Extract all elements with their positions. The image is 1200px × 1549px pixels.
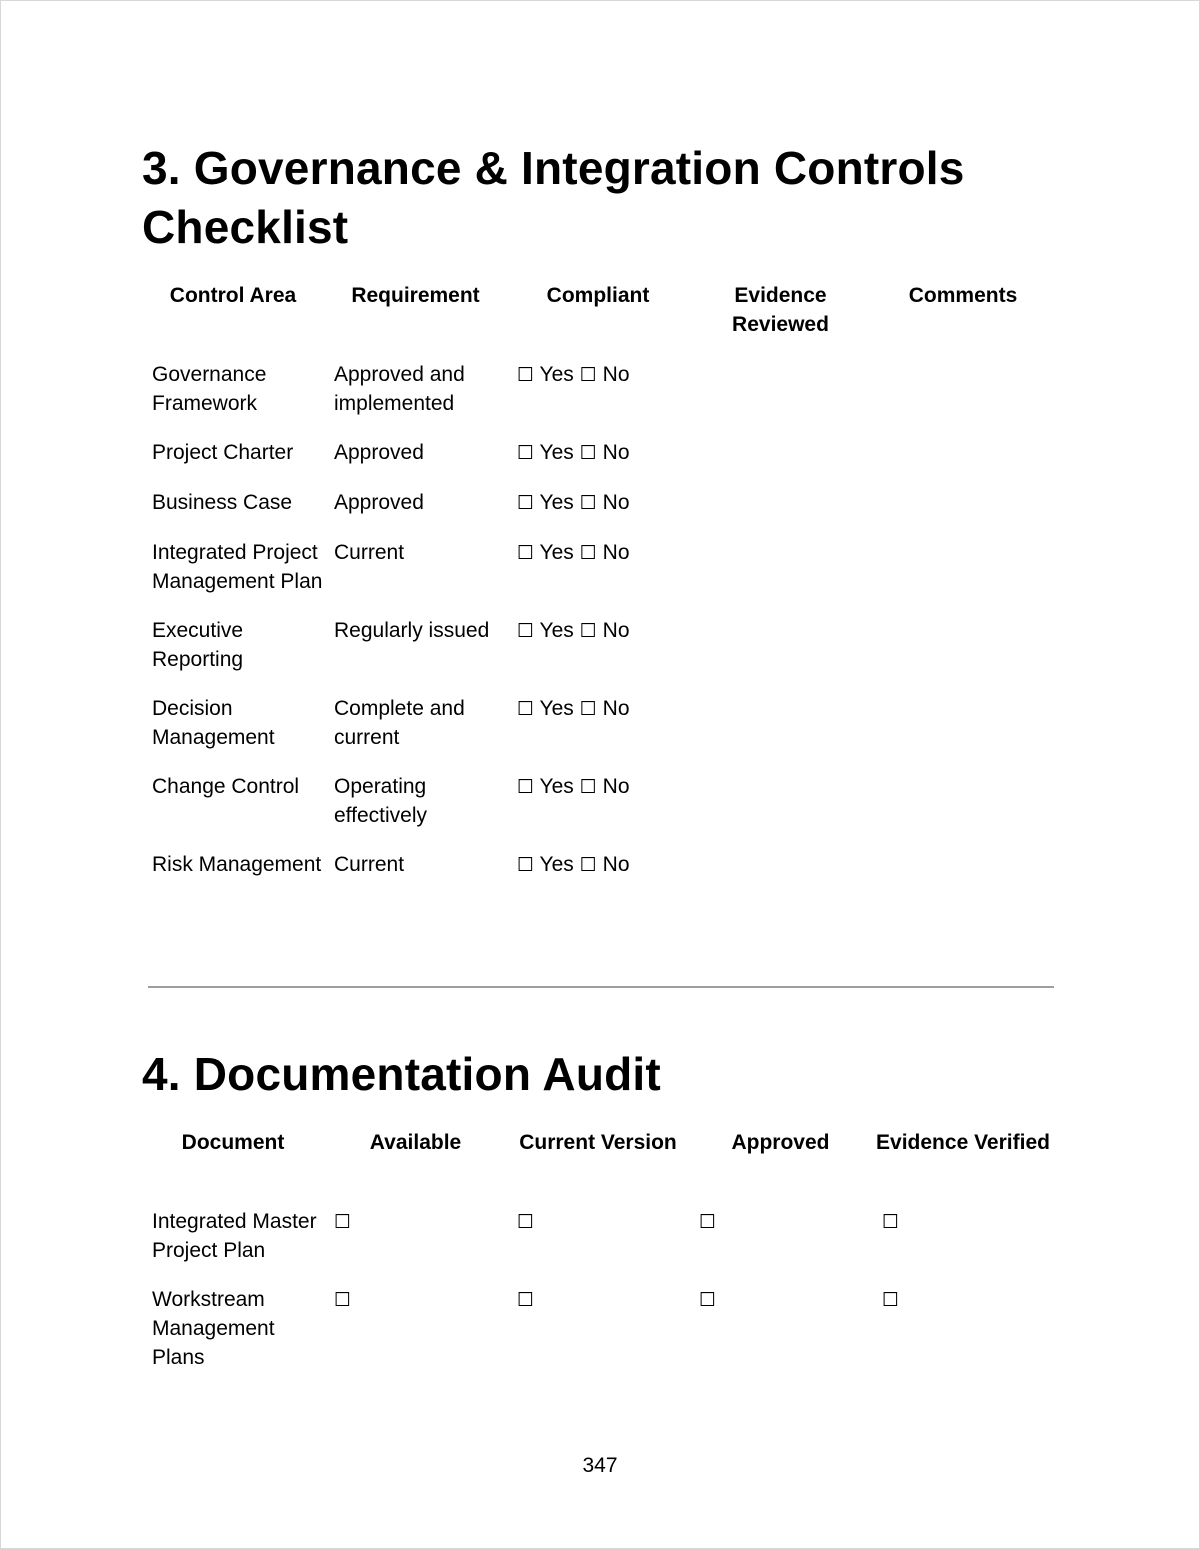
yes-checkbox[interactable]: ☐ bbox=[517, 620, 535, 642]
requirement-cell: Approved bbox=[334, 441, 424, 464]
available-checkbox[interactable]: ☐ bbox=[334, 1289, 352, 1311]
no-checkbox[interactable]: ☐ bbox=[579, 620, 597, 642]
control-area-cell: Risk Management bbox=[152, 853, 322, 876]
evidence-verified-checkbox[interactable]: ☐ bbox=[882, 1211, 900, 1233]
table-header-row bbox=[142, 1128, 1054, 1207]
table-row bbox=[142, 616, 1054, 694]
section-divider bbox=[148, 986, 1054, 988]
evidence-verified-cell bbox=[872, 1207, 1054, 1285]
documentation-audit-table bbox=[142, 1128, 1054, 1392]
compliant-cell bbox=[507, 538, 689, 616]
available-cell bbox=[324, 1285, 507, 1392]
governance-controls-table bbox=[142, 281, 1054, 900]
current-version-checkbox[interactable]: ☐ bbox=[517, 1289, 535, 1311]
yes-label: Yes bbox=[539, 619, 574, 642]
header-control-area: Control Area bbox=[169, 284, 297, 307]
no-label: No bbox=[602, 697, 630, 720]
requirement-cell: Approved bbox=[334, 491, 424, 514]
compliant-cell bbox=[507, 616, 689, 694]
approved-cell bbox=[689, 1207, 872, 1285]
control-area-cell: Project Charter bbox=[152, 441, 294, 464]
requirement-cell: Complete and current bbox=[334, 697, 465, 749]
no-checkbox[interactable]: ☐ bbox=[579, 698, 597, 720]
no-checkbox[interactable]: ☐ bbox=[579, 542, 597, 564]
comments-cell bbox=[872, 694, 1054, 772]
no-label: No bbox=[602, 541, 630, 564]
evidence-reviewed-cell bbox=[689, 694, 872, 772]
control-area-cell: Decision Management bbox=[152, 697, 275, 749]
yes-label: Yes bbox=[539, 441, 574, 464]
section-4-title: 4. Documentation Audit bbox=[142, 1048, 661, 1100]
table-row bbox=[142, 438, 1054, 488]
requirement-cell: Current bbox=[334, 541, 405, 564]
compliant-cell bbox=[507, 850, 689, 900]
evidence-reviewed-cell bbox=[689, 360, 872, 438]
section-3-title: 3. Governance & Integration Controls Checklist bbox=[142, 142, 965, 253]
requirement-cell: Regularly issued bbox=[334, 619, 490, 642]
evidence-reviewed-cell bbox=[689, 538, 872, 616]
table-row bbox=[142, 360, 1054, 438]
page-number: 347 bbox=[582, 1454, 618, 1477]
available-checkbox[interactable]: ☐ bbox=[334, 1211, 352, 1233]
yes-checkbox[interactable]: ☐ bbox=[517, 698, 535, 720]
compliant-cell bbox=[507, 694, 689, 772]
yes-label: Yes bbox=[539, 697, 574, 720]
yes-label: Yes bbox=[539, 541, 574, 564]
header-evidence-verified: Evidence Verified bbox=[876, 1131, 1050, 1154]
no-checkbox[interactable]: ☐ bbox=[579, 492, 597, 514]
no-label: No bbox=[602, 491, 630, 514]
yes-checkbox[interactable]: ☐ bbox=[517, 364, 535, 386]
header-document: Document bbox=[181, 1131, 285, 1154]
approved-checkbox[interactable]: ☐ bbox=[699, 1289, 717, 1311]
available-cell bbox=[324, 1207, 507, 1285]
approved-checkbox[interactable]: ☐ bbox=[699, 1211, 717, 1233]
comments-cell bbox=[872, 538, 1054, 616]
table-row bbox=[142, 772, 1054, 850]
yes-checkbox[interactable]: ☐ bbox=[517, 442, 535, 464]
evidence-verified-cell bbox=[872, 1285, 1054, 1392]
compliant-cell bbox=[507, 772, 689, 850]
requirement-cell: Approved and implemented bbox=[334, 363, 465, 415]
yes-checkbox[interactable]: ☐ bbox=[517, 854, 535, 876]
no-label: No bbox=[602, 363, 630, 386]
evidence-reviewed-cell bbox=[689, 438, 872, 488]
header-evidence-reviewed: Evidence Reviewed bbox=[732, 284, 829, 336]
yes-label: Yes bbox=[539, 853, 574, 876]
table-row bbox=[142, 1285, 1054, 1392]
table-row bbox=[142, 488, 1054, 538]
comments-cell bbox=[872, 772, 1054, 850]
evidence-reviewed-cell bbox=[689, 488, 872, 538]
yes-checkbox[interactable]: ☐ bbox=[517, 492, 535, 514]
comments-cell bbox=[872, 850, 1054, 900]
control-area-cell: Business Case bbox=[152, 491, 293, 514]
header-available: Available bbox=[369, 1131, 462, 1154]
no-label: No bbox=[602, 441, 630, 464]
no-label: No bbox=[602, 775, 630, 798]
control-area-cell: Executive Reporting bbox=[152, 619, 244, 671]
control-area-cell: Change Control bbox=[152, 775, 300, 798]
header-comments: Comments bbox=[908, 284, 1018, 307]
comments-cell bbox=[872, 360, 1054, 438]
header-approved: Approved bbox=[731, 1131, 830, 1154]
header-current-version: Current Version bbox=[519, 1131, 677, 1154]
requirement-cell: Current bbox=[334, 853, 405, 876]
requirement-cell: Operating effectively bbox=[334, 775, 427, 827]
compliant-cell bbox=[507, 360, 689, 438]
table-header-row bbox=[142, 281, 1054, 360]
yes-label: Yes bbox=[539, 775, 574, 798]
table-row bbox=[142, 538, 1054, 616]
header-requirement: Requirement bbox=[351, 284, 480, 307]
table-row bbox=[142, 1207, 1054, 1285]
yes-label: Yes bbox=[539, 491, 574, 514]
no-label: No bbox=[602, 853, 630, 876]
compliant-cell bbox=[507, 438, 689, 488]
control-area-cell: Governance Framework bbox=[152, 363, 267, 415]
approved-cell bbox=[689, 1285, 872, 1392]
yes-checkbox[interactable]: ☐ bbox=[517, 542, 535, 564]
table-row bbox=[142, 850, 1054, 900]
no-checkbox[interactable]: ☐ bbox=[579, 854, 597, 876]
current-version-cell bbox=[507, 1207, 689, 1285]
document-cell: Workstream Management Plans bbox=[152, 1288, 275, 1369]
no-label: No bbox=[602, 619, 630, 642]
compliant-cell bbox=[507, 488, 689, 538]
evidence-reviewed-cell bbox=[689, 772, 872, 850]
no-checkbox[interactable]: ☐ bbox=[579, 776, 597, 798]
header-compliant: Compliant bbox=[546, 284, 650, 307]
control-area-cell: Integrated Project Management Plan bbox=[152, 541, 323, 593]
yes-checkbox[interactable]: ☐ bbox=[517, 776, 535, 798]
comments-cell bbox=[872, 488, 1054, 538]
no-checkbox[interactable]: ☐ bbox=[579, 442, 597, 464]
document-cell: Integrated Master Project Plan bbox=[152, 1210, 317, 1262]
yes-label: Yes bbox=[539, 363, 574, 386]
evidence-verified-checkbox[interactable]: ☐ bbox=[882, 1289, 900, 1311]
evidence-reviewed-cell bbox=[689, 850, 872, 900]
evidence-reviewed-cell bbox=[689, 616, 872, 694]
comments-cell bbox=[872, 616, 1054, 694]
current-version-checkbox[interactable]: ☐ bbox=[517, 1211, 535, 1233]
comments-cell bbox=[872, 438, 1054, 488]
table-row bbox=[142, 694, 1054, 772]
no-checkbox[interactable]: ☐ bbox=[579, 364, 597, 386]
current-version-cell bbox=[507, 1285, 689, 1392]
